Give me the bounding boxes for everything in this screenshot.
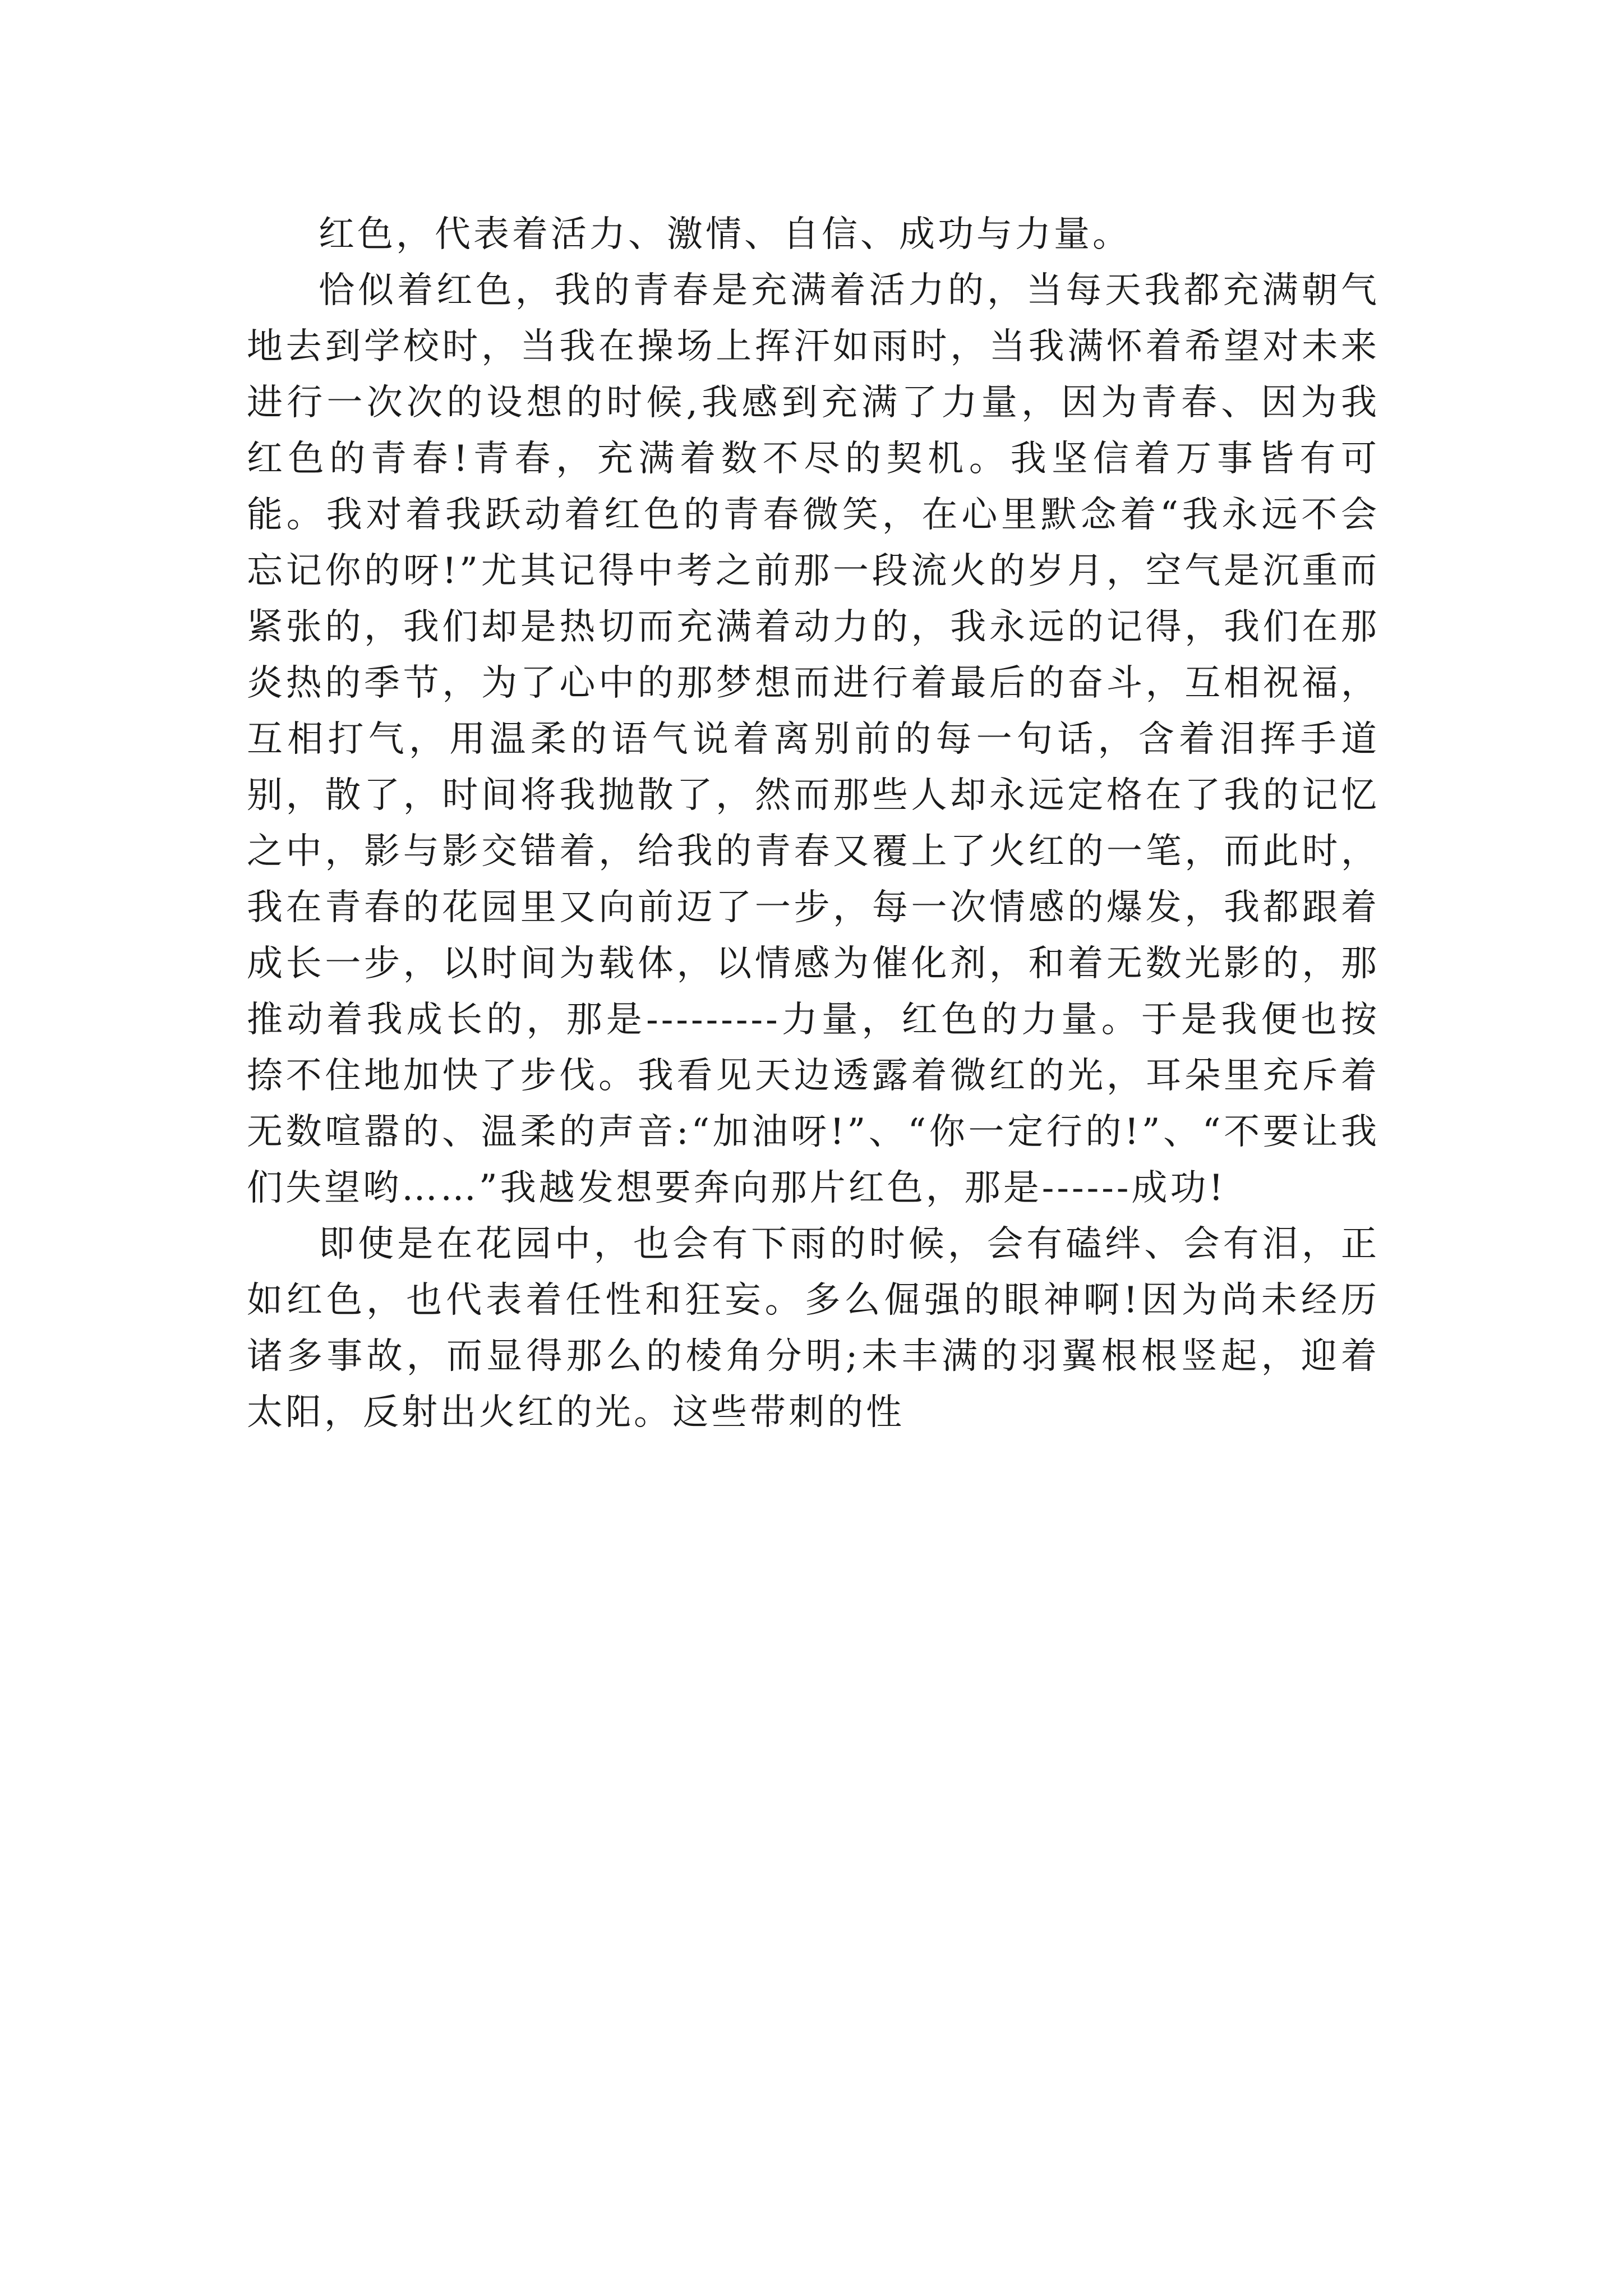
document-body [247, 206, 1380, 1441]
paragraph-2: 恰似着红色，我的青春是充满着活力的，当每天我都充满朝气地去到学校时，当我在操场上挥汗如雨时，当我满怀着希望对未来进行一次次的设想的时候,我感到充满了力量，因为青春、因为我红色的青春!青春，充满着数不尽的契机。我坚信着万事皆有可能。我对着我跃动着红色的青春微笑，在心里默念着“我永远不会忘记你的呀!”尤其记得中考之前那一段流火的岁月，空气是沉重而紧张的，我们却是热切而充满着动力的，我永远的记得，我们在那炎热的季节，为了心中的那梦想而进行着最后的奋斗，互相祝福，互相打气，用温柔的语气说着离别前的每一句话，含着泪挥手道别，散了，时间将我抛散了，然而那些人却永远定格在了我的记忆之中，影与影交错着，给我的青春又覆上了火红的一笔，而此时，我在青春的花园里又向前迈了一步，每一次情感的爆发，我都跟着成长一步，以时间为载体，以情感为催化剂，和着无数光影的，那推动着我成长的，那是---------力量，红色的力量。于是我便也按捺不住地加快了步伐。我看见天边透露着微红的光，耳朵里充斥着无数喧嚣的、温柔的声音:“加油呀!”、“你一定行的!”、“不要让我们失望哟……”我越发想要奔向那片红色，那是------成功! [247, 270, 1380, 1209]
paragraph-3: 即使是在花园中，也会有下雨的时候，会有磕绊、会有泪，正如红色，也代表着任性和狂妄。多么倔强的眼神啊!因为尚未经历诸多事故，而显得那么的棱角分明;未丰满的羽翼根根竖起，迎着太阳，反射出火红的光。这些带刺的性 [247, 1223, 1380, 1433]
paragraph-1: 红色，代表着活力、激情、自信、成功与力量。 [319, 214, 1131, 255]
